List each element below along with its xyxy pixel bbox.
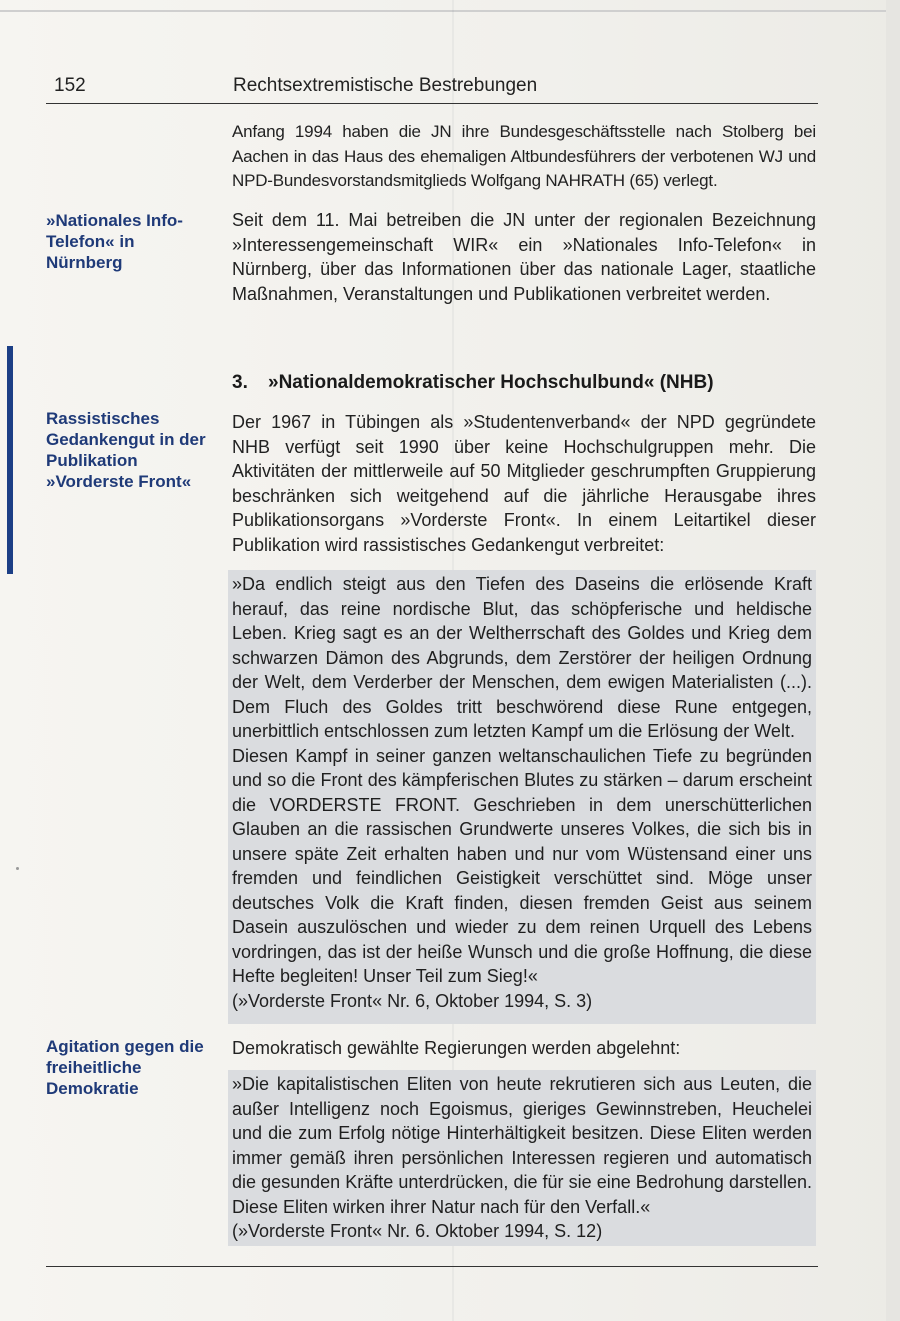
quote-1-paragraph-1: »Da endlich steigt aus den Tiefen des Daseins die erlösende Kraft herauf, das reine nordische Blut, das schöpferische und heldische Leben. Krieg sagt es an der Weltherrschaft des Goldes und Krieg dem schwarzen Dämon des Abgrunds, dem Zerstörer der heiligen Ordnung der Welt, dem Verderber der Menschen, dem ewigen Materialisten (...). Dem Fluch des Goldes tritt beschwörend diese Rune entgegen, unerbittlich entschlossen zum letzten Kampf um die Erlösung der Welt. — [232, 574, 812, 741]
margin-note-rassistisches: Rassistisches Gedankengut in der Publikation »Vorderste Front« — [46, 409, 206, 491]
quote-2-source: (»Vorderste Front« Nr. 6. Oktober 1994, S. 12) — [232, 1221, 603, 1241]
running-title: Rechtsextremistische Bestrebungen — [233, 75, 538, 96]
quote-block-1 — [228, 570, 816, 1024]
quote-2-paragraph-1: »Die kapitalistischen Eliten von heute rekrutieren sich aus Leuten, die außer Intelligenz noch Egoismus, gieriges Gewinnstreben, Heuchelei und die zum Erfolg nötige Hinterhältigkeit besitzen. Diese Eliten werden immer gemäß ihren persönlichen Interessen regieren und automatisch die gesunden Kräfte unterdrücken, die für sie eine Bedrohung darstellen. Diese Eliten wirken ihrer Natur nach für den Verfall.« — [232, 1074, 812, 1217]
section-heading — [232, 372, 714, 394]
paragraph-4: Demokratisch gewählte Regierungen werden abgelehnt: — [232, 1038, 681, 1058]
paragraph-1: Anfang 1994 haben die JN ihre Bundesgeschäftsstelle nach Stolberg bei Aachen in das Haus des ehemaligen Altbundesführers der verbotenen WJ und NPD-Bundesvorstandsmitglieds Wolfgang NAHRATH (65) verlegt. — [232, 122, 816, 190]
quote-1-paragraph-2: Diesen Kampf in seiner ganzen weltanschaulichen Tiefe zu begründen und so die Front des kämpferischen Blutes zu stärken – darum erscheint die VORDERSTE FRONT. Geschrieben in dem unerschütterlichen Glauben an die rassischen Grundwerte unseres Volkes, die sich bis in unsere späte Zeit erhalten haben und nur vom Wüstensand einer uns fremden und feindlichen Geistigkeit verschüttet sind. Möge unser deutsches Volk die Kraft finden, diesen fremden Geist aus seinem Dasein auszulöschen und wieder zu dem reinen Urquell des Lebens vordringen, das ist der heiße Wunsch und die große Hoffnung, die diese Hefte begleiten! Unser Teil zum Sieg!« — [232, 745, 812, 986]
margin-dot — [16, 867, 19, 870]
page-header — [46, 75, 818, 105]
page-number: 152 — [54, 75, 86, 96]
paragraph-3: Der 1967 in Tübingen als »Studentenverband« der NPD gegründete NHB verfügt seit 1990 über keine Hochschulgruppen mehr. Die Aktivitäten der mittlerweile auf 50 Mitglieder geschrumpften Gruppierung beschränken sich weitgehend auf die jährliche Herausgabe ihres Publikationsorgans »Vorderste Front«. In einem Leitartikel dieser Publikation wird rassistisches Gedankengut verbreitet: — [232, 412, 816, 555]
page-right-edge — [886, 0, 900, 1321]
top-edge-line — [0, 10, 900, 12]
footer-rule — [46, 1266, 818, 1267]
quote-1-source: (»Vorderste Front« Nr. 6, Oktober 1994, S. 3) — [232, 990, 593, 1011]
paragraph-2: Seit dem 11. Mai betreiben die JN unter der regionalen Bezeichnung »Interessengemeinschaft WIR« ein »Nationales Info-Telefon« in Nürnberg, über das Informationen über das nationale Lager, staatliche Maßnahmen, Veranstaltungen und Publikationen verbreitet werden. — [232, 210, 816, 304]
section-title: »Nationaldemokratischer Hochschulbund« (NHB) — [268, 372, 714, 393]
margin-note-agitation: Agitation gegen die freiheitliche Demokratie — [46, 1037, 204, 1098]
margin-marker-bar — [7, 346, 13, 574]
section-number: 3. — [232, 372, 248, 393]
margin-note-info-telefon: »Nationales Info-Telefon« in Nürnberg — [46, 211, 183, 272]
quote-block-2 — [228, 1070, 816, 1246]
header-rule — [46, 103, 818, 104]
